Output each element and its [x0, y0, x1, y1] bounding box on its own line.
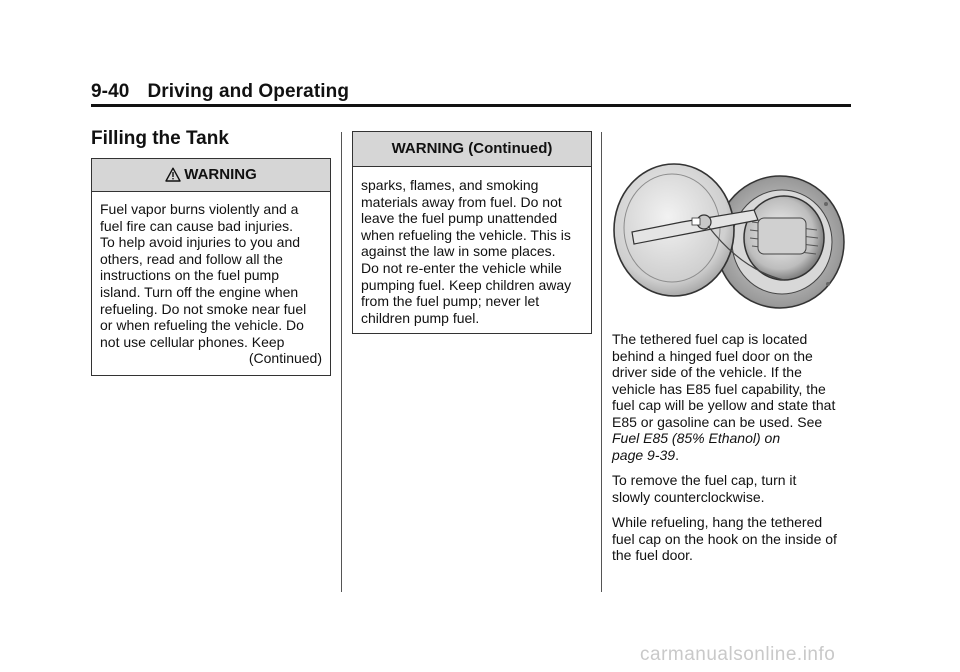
warning-line: To help avoid injuries to you and [100, 234, 301, 251]
warning-continued-box [352, 131, 592, 334]
warning-heading-text: WARNING [184, 166, 257, 183]
page-header [91, 81, 851, 103]
column-divider-2 [601, 132, 602, 592]
text-line: E85 or gasoline can be used. See [612, 413, 823, 430]
warning-line: when refueling the vehicle. This is [361, 226, 571, 243]
warning-line: Fuel vapor burns violently and a [100, 201, 299, 217]
text-line: fuel cap on the hook on the inside of [612, 530, 837, 547]
column-divider-1 [341, 132, 342, 592]
page-number: 9-40 [91, 81, 130, 102]
warning-box [91, 158, 331, 376]
warning-line: refueling. Do not smoke near fuel [100, 300, 307, 317]
warning-line: island. Turn off the engine when [100, 283, 299, 300]
warning-line: sparks, flames, and smoking [361, 177, 539, 193]
warning-line: leave the fuel pump unattended [361, 210, 558, 227]
chapter-title: Driving and Operating [147, 81, 350, 102]
watermark-text: carmanualsonline.info [640, 644, 836, 665]
fuel-cap-text [612, 331, 852, 573]
warning-line: Do not re-enter the vehicle while [361, 259, 562, 276]
text-line: slowly counterclockwise. [612, 488, 765, 505]
warning-triangle-icon [165, 167, 181, 182]
warning-line: from the fuel pump; never let [361, 293, 540, 310]
warning-body [92, 192, 330, 373]
cross-reference-page[interactable]: page 9-39 [612, 446, 676, 463]
text-line: driver side of the vehicle. If the [612, 364, 802, 380]
text-punctuation: . [675, 446, 679, 463]
fuel-cap-illustration [612, 160, 848, 316]
warning-line: against the law in some places. [361, 243, 556, 260]
text-line: While refueling, hang the tethered [612, 514, 823, 530]
text-line: To remove the fuel cap, turn it [612, 472, 797, 488]
warning-line: fuel fire can cause bad injuries. [100, 217, 293, 234]
warning-heading [92, 159, 330, 192]
warning-continued-body [353, 167, 591, 332]
warning-line: materials away from fuel. Do not [361, 193, 562, 210]
paragraph-remove-cap [612, 472, 852, 505]
text-line: fuel cap will be yellow and state that [612, 397, 836, 413]
continued-label: (Continued) [248, 350, 322, 367]
text-line: The tethered fuel cap is located [612, 331, 808, 347]
warning-continued-heading: WARNING (Continued) [353, 132, 591, 167]
text-line: behind a hinged fuel door on the [612, 347, 813, 364]
text-line: vehicle has E85 fuel capability, the [612, 380, 826, 397]
warning-line: instructions on the fuel pump [100, 267, 279, 284]
header-rule [91, 104, 851, 107]
paragraph-hang-cap [612, 514, 852, 564]
paragraph-fuel-cap-location [612, 331, 852, 463]
section-title: Filling the Tank [91, 128, 229, 149]
cross-reference-link[interactable]: Fuel E85 (85% Ethanol) on [612, 430, 781, 446]
warning-line: pumping fuel. Keep children away [361, 276, 572, 293]
warning-line: or when refueling the vehicle. Do [100, 317, 304, 334]
warning-line: others, read and follow all the [100, 250, 283, 267]
warning-line: children pump fuel. [361, 309, 480, 326]
text-line: the fuel door. [612, 547, 693, 563]
warning-line: not use cellular phones. Keep [100, 333, 285, 350]
